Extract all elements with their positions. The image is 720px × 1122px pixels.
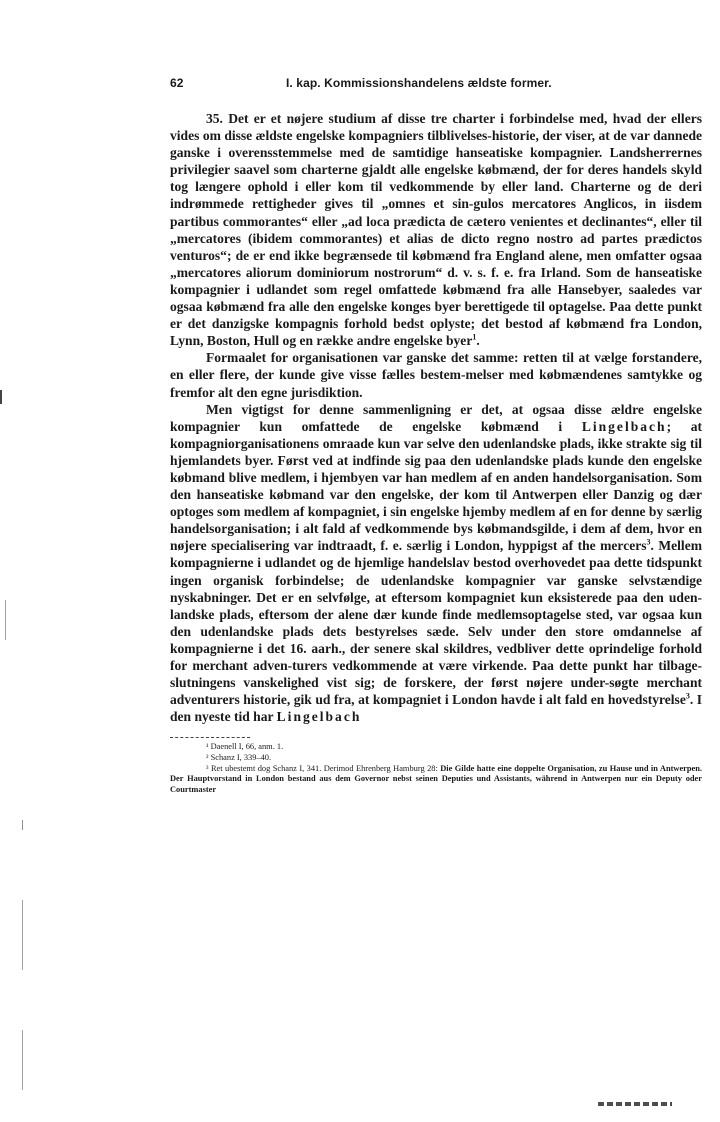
- margin-mark: [22, 1030, 23, 1090]
- margin-mark: [0, 390, 2, 404]
- footnote-ref-2: 3: [646, 537, 651, 547]
- paragraph-formaalet: Formaalet for organisationen var ganske det samme: retten til at vælge forstandere, en eller flere, der kunde give visse fælles bestem-melser med købmændenes samtykke og fremfor alt den egne jurisdiktion.: [170, 350, 702, 400]
- footnote-ref-1: 1: [472, 332, 477, 342]
- running-header: [170, 76, 702, 98]
- book-page: [170, 76, 702, 795]
- footnote-rule: [170, 737, 250, 738]
- footnote-2: ² Schanz I, 339–40.: [206, 752, 272, 762]
- margin-mark: [22, 820, 23, 830]
- footnote-3: ³ Ret ubestemt dog Schanz I, 341. Derimod Ehrenberg Hamburg 28: Die Gilde hatte eine doppelte Organisation, zu Hause und in Antwerpen. Der Hauptvorstand in London bestand aus dem Governor nebst seinen Deputies und Assistants, während in Antwerpen nur ein Deputy oder Courtmaster: [170, 763, 703, 794]
- margin-mark: [22, 900, 23, 970]
- paragraph-men-vigtigst: Men vigtigst for denne sammenligning er det, at ogsaa disse ældre engelske kompagnier kun omfattede de engelske købmænd i Lingelbach; at kompagniorganisationens omraade kun var selve den udenlandske plads, ikke strakte sig til hjemlandets byer. Først ved at indfinde sig paa den udenlandske plads kunde den engelske købmand blive medlem, i hjembyen var han medlem af en anden handelsorganisation. Som den hanseatiske købmand var den engelske, der kom til Antwerpen eller Danzig og dær optoges som medlem af kompagniet, i sin engelske hjemby medlem af en for denne by særlig handelsorganisation; i alt fald af vedkommende bys købmandsgilde, i dem af dem, hvor en nøjere specialisering var indtraadt, f. e. særlig i London, hyppigst af the mercers$^3$. Mellem kompagnierne i udlandet og de hjemlige handelslav bestod overhovedet paa dette tidspunkt ingen organisk forbindelse; de udenlandske kompagnier var ganske selvstændige nyskabninger. Det er en selvfølge, at eftersom kompagniet kun eksisterede paa den uden-landske plads, eftersom der alene dær kunde finde medlemsoptagelse sted, var ogsaa kun den udenlandske plads dets bestyrelses sæde. Selv under den store omdannelse af kompagnierne i det 16. aarh., der senere skal skildres, vedbliver dette oprindelige forhold for merchant adven-turers vedkommende at være virkende. Paa dette punkt har tilbage-slutningens vanskelighed vist sig; de forskere, der først nøjere under-søgte merchant adventurers historie, gik ud fra, at kompagniet i London havde i alt fald en hovedstyrelse$^3$. I den nyeste tid har Lingelbach: [170, 401, 702, 725]
- footnote-1: ¹ Daenell I, 66, anm. 1.: [206, 742, 284, 752]
- ink-smudge: [598, 1102, 672, 1106]
- footnote-ref-3: 3: [685, 691, 690, 701]
- paragraph-35: 35. Det er et nøjere studium af disse tre charter i forbindelse med, hvad der ellers vides om disse ældste engelske kompagniers tilblivelses-historie, der viser, at de var dannede ganske i overensstemmelse med de samtidige hanseatiske kompagnier. Landsherrernes privilegier saavel som charterne gjaldt alle engelske købmænd, der for deres handels skyld tog længere ophold i eller kom til vedkommende by eller land. Charterne og de deri indrømmede rettigheder gives til „omnes et sin-gulos mercatores Anglicos, in iisdem partibus commorantes“ eller „ad loca prædicta de cætero venientes et declinantes“, eller til „mercatores (ibidem commorantes) et alias de dicto regno nostro ad partes prædictos venturos“; de er end ikke begrænsede til købmænd fra England alene, men omfatter ogsaa „mercatores aliorum dominiorum nostrorum“ d. v. s. f. e. fra Irland. Som de hanseatiske kompagnier i udlandet som regel omfattede købmænd fra alle Hansebyer, saaledes var ogsaa købmænd fra alle den engelske konges byer berettigede til optagelse. Paa dette punkt er det danzigske kompagnis forhold bedst oplyste; det bestod af købmænd fra London, Lynn, Boston, Hull og en række andre engelske byer$^1$.: [170, 111, 702, 349]
- spaced-udlandet: Lingelbach: [581, 418, 667, 434]
- page-number: 62: [170, 76, 184, 90]
- spaced-lingelbach: Lingelbach: [276, 709, 362, 725]
- running-title: I. kap. Kommissionshandelens ældste former.: [286, 76, 552, 90]
- margin-mark: [5, 600, 6, 640]
- body-text: [170, 110, 702, 725]
- footnotes: [170, 742, 702, 795]
